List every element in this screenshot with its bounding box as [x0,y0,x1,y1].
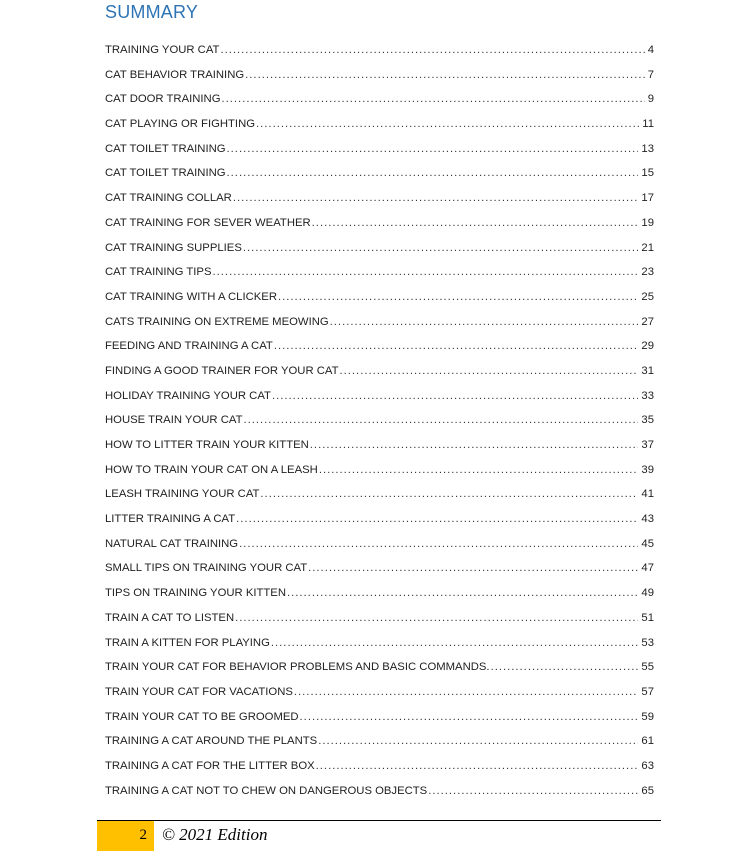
toc-entry-page: 23 [641,266,654,279]
toc-entry-page: 43 [641,513,654,526]
toc-entry[interactable] [105,44,654,69]
toc-entry-title: CAT PLAYING OR FIGHTING [105,118,256,131]
toc-leader-dots [220,44,644,56]
toc-leader-dots [243,242,639,254]
toc-entry-page: 45 [641,537,654,550]
toc-leader-dots [310,439,639,451]
toc-entry-title: CAT TRAINING FOR SEVER WEATHER [105,216,311,229]
toc-entry[interactable] [105,242,654,267]
toc-entry[interactable] [105,439,654,464]
toc-entry[interactable] [105,686,654,711]
toc-entry-page: 39 [641,463,654,476]
toc-entry-title: CAT TOILET TRAINING [105,167,226,180]
toc-entry-title: CATS TRAINING ON EXTREME MEOWING [105,315,329,328]
footer-divider [97,820,661,821]
toc-entry-page: 27 [641,315,654,328]
toc-entry-page: 61 [641,735,654,748]
toc-entry-page: 55 [641,661,654,674]
toc-entry-page: 37 [641,439,654,451]
toc-leader-dots [245,69,645,81]
toc-entry-page: 59 [641,710,654,723]
toc-entry-title: CAT TOILET TRAINING [105,142,226,155]
toc-entry-title: HOUSE TRAIN YOUR CAT [105,414,243,427]
toc-entry-page: 41 [641,488,654,501]
toc-entry-title: CAT DOOR TRAINING [105,93,221,106]
toc-entry-page: 57 [641,685,654,698]
toc-leader-dots [300,711,639,723]
toc-entry-page: 4 [647,44,654,56]
toc-entry-title: TRAINING A CAT FOR THE LITTER BOX [105,759,315,772]
toc-entry-title: TRAIN YOUR CAT FOR VACATIONS [105,685,293,698]
toc-entry-title: HOLIDAY TRAINING YOUR CAT [105,389,271,402]
toc-entry-page: 9 [647,93,654,106]
toc-entry[interactable] [105,93,654,118]
toc-entry[interactable] [105,760,654,785]
toc-entry-page: 21 [641,241,654,254]
toc-entry[interactable] [105,118,654,143]
toc-entry[interactable] [105,785,654,810]
toc-entry-page: 63 [641,759,654,772]
toc-leader-dots [274,340,639,352]
toc-entry-title: CAT TRAINING COLLAR [105,192,232,205]
toc-leader-dots [233,192,639,204]
toc-list [105,44,654,809]
toc-entry-title: HOW TO TRAIN YOUR CAT ON A LEASH [105,463,318,476]
toc-entry-page: 11 [642,118,654,131]
toc-entry[interactable] [105,637,654,662]
toc-entry-title: CAT TRAINING WITH A CLICKER [105,290,277,303]
toc-entry-title: TRAINING YOUR CAT [105,44,220,56]
toc-entry[interactable] [105,266,654,291]
toc-leader-dots [239,538,638,550]
toc-entry[interactable] [105,365,654,390]
toc-leader-dots [227,143,639,155]
toc-entry[interactable] [105,69,654,94]
toc-leader-dots [213,266,639,278]
toc-leader-dots [312,217,639,229]
toc-entry[interactable] [105,464,654,489]
toc-leader-dots [227,167,639,179]
toc-entry[interactable] [105,316,654,341]
toc-entry[interactable] [105,192,654,217]
toc-leader-dots [236,513,638,525]
toc-heading: SUMMARY [105,2,199,22]
toc-leader-dots [316,760,639,772]
toc-leader-dots [287,587,638,599]
toc-entry[interactable] [105,513,654,538]
toc-entry-page: 29 [641,340,654,353]
toc-leader-dots [271,637,639,649]
toc-entry[interactable] [105,167,654,192]
toc-leader-dots [319,464,639,476]
toc-entry[interactable] [105,661,654,686]
toc-leader-dots [308,562,638,574]
toc-entry-title: CAT TRAINING SUPPLIES [105,241,242,254]
toc-leader-dots [330,316,639,328]
toc-entry-page: 19 [641,216,654,229]
toc-entry-title: CAT BEHAVIOR TRAINING [105,68,245,81]
toc-entry-page: 65 [641,784,654,797]
toc-leader-dots [256,118,639,130]
toc-entry[interactable] [105,390,654,415]
toc-entry-title: LITTER TRAINING A CAT [105,513,236,526]
toc-leader-dots [428,785,638,797]
toc-entry-title: FINDING A GOOD TRAINER FOR YOUR CAT [105,364,339,377]
toc-entry-page: 25 [641,290,654,303]
toc-leader-dots [235,612,638,624]
toc-entry-page: 51 [641,611,654,624]
toc-leader-dots [243,414,638,426]
toc-leader-dots [491,661,639,673]
toc-leader-dots [260,488,638,500]
toc-entry-title: LEASH TRAINING YOUR CAT [105,488,260,501]
toc-entry[interactable] [105,488,654,513]
footer-edition: © 2021 Edition [162,825,268,844]
toc-entry[interactable] [105,587,654,612]
toc-entry[interactable] [105,612,654,637]
toc-entry-title: TRAIN A CAT TO LISTEN [105,611,235,624]
toc-entry-page: 17 [641,192,654,205]
toc-entry[interactable] [105,340,654,365]
toc-leader-dots [278,291,638,303]
toc-leader-dots [318,735,638,747]
toc-entry[interactable] [105,217,654,242]
toc-leader-dots [294,686,639,698]
toc-entry-page: 33 [641,389,654,402]
toc-entry-page: 47 [641,562,654,575]
toc-entry-title: SMALL TIPS ON TRAINING YOUR CAT [105,562,308,575]
toc-entry-page: 53 [641,636,654,649]
toc-entry[interactable] [105,562,654,587]
toc-entry[interactable] [105,291,654,316]
toc-entry-page: 31 [641,364,654,377]
toc-entry-page: 13 [641,142,654,155]
toc-entry-title: TRAINING A CAT NOT TO CHEW ON DANGEROUS OBJECTS [105,784,428,797]
toc-entry[interactable] [105,711,654,736]
toc-entry-title: TRAIN A KITTEN FOR PLAYING [105,636,270,649]
toc-entry-title: TRAIN YOUR CAT FOR BEHAVIOR PROBLEMS AND BASIC COMMANDS. [105,661,490,674]
toc-entry[interactable] [105,538,654,563]
toc-entry-title: FEEDING AND TRAINING A CAT [105,340,273,353]
toc-entry-title: NATURAL CAT TRAINING [105,537,239,550]
toc-entry-page: 49 [641,587,654,600]
toc-entry[interactable] [105,143,654,168]
toc-entry-title: TRAIN YOUR CAT TO BE GROOMED [105,710,299,723]
toc-entry-title: TIPS ON TRAINING YOUR KITTEN [105,587,286,600]
toc-leader-dots [222,93,645,105]
toc-entry-title: TRAINING A CAT AROUND THE PLANTS [105,735,318,748]
toc-entry-title: HOW TO LITTER TRAIN YOUR KITTEN [105,439,309,451]
toc-entry-title: CAT TRAINING TIPS [105,266,212,279]
toc-leader-dots [340,365,639,377]
toc-entry-page: 15 [641,167,654,180]
footer-page-number: 2 [97,821,154,851]
toc-entry-page: 7 [647,68,654,81]
toc-entry[interactable] [105,414,654,439]
toc-entry[interactable] [105,735,654,760]
toc-leader-dots [272,390,638,402]
toc-entry-page: 35 [641,414,654,427]
